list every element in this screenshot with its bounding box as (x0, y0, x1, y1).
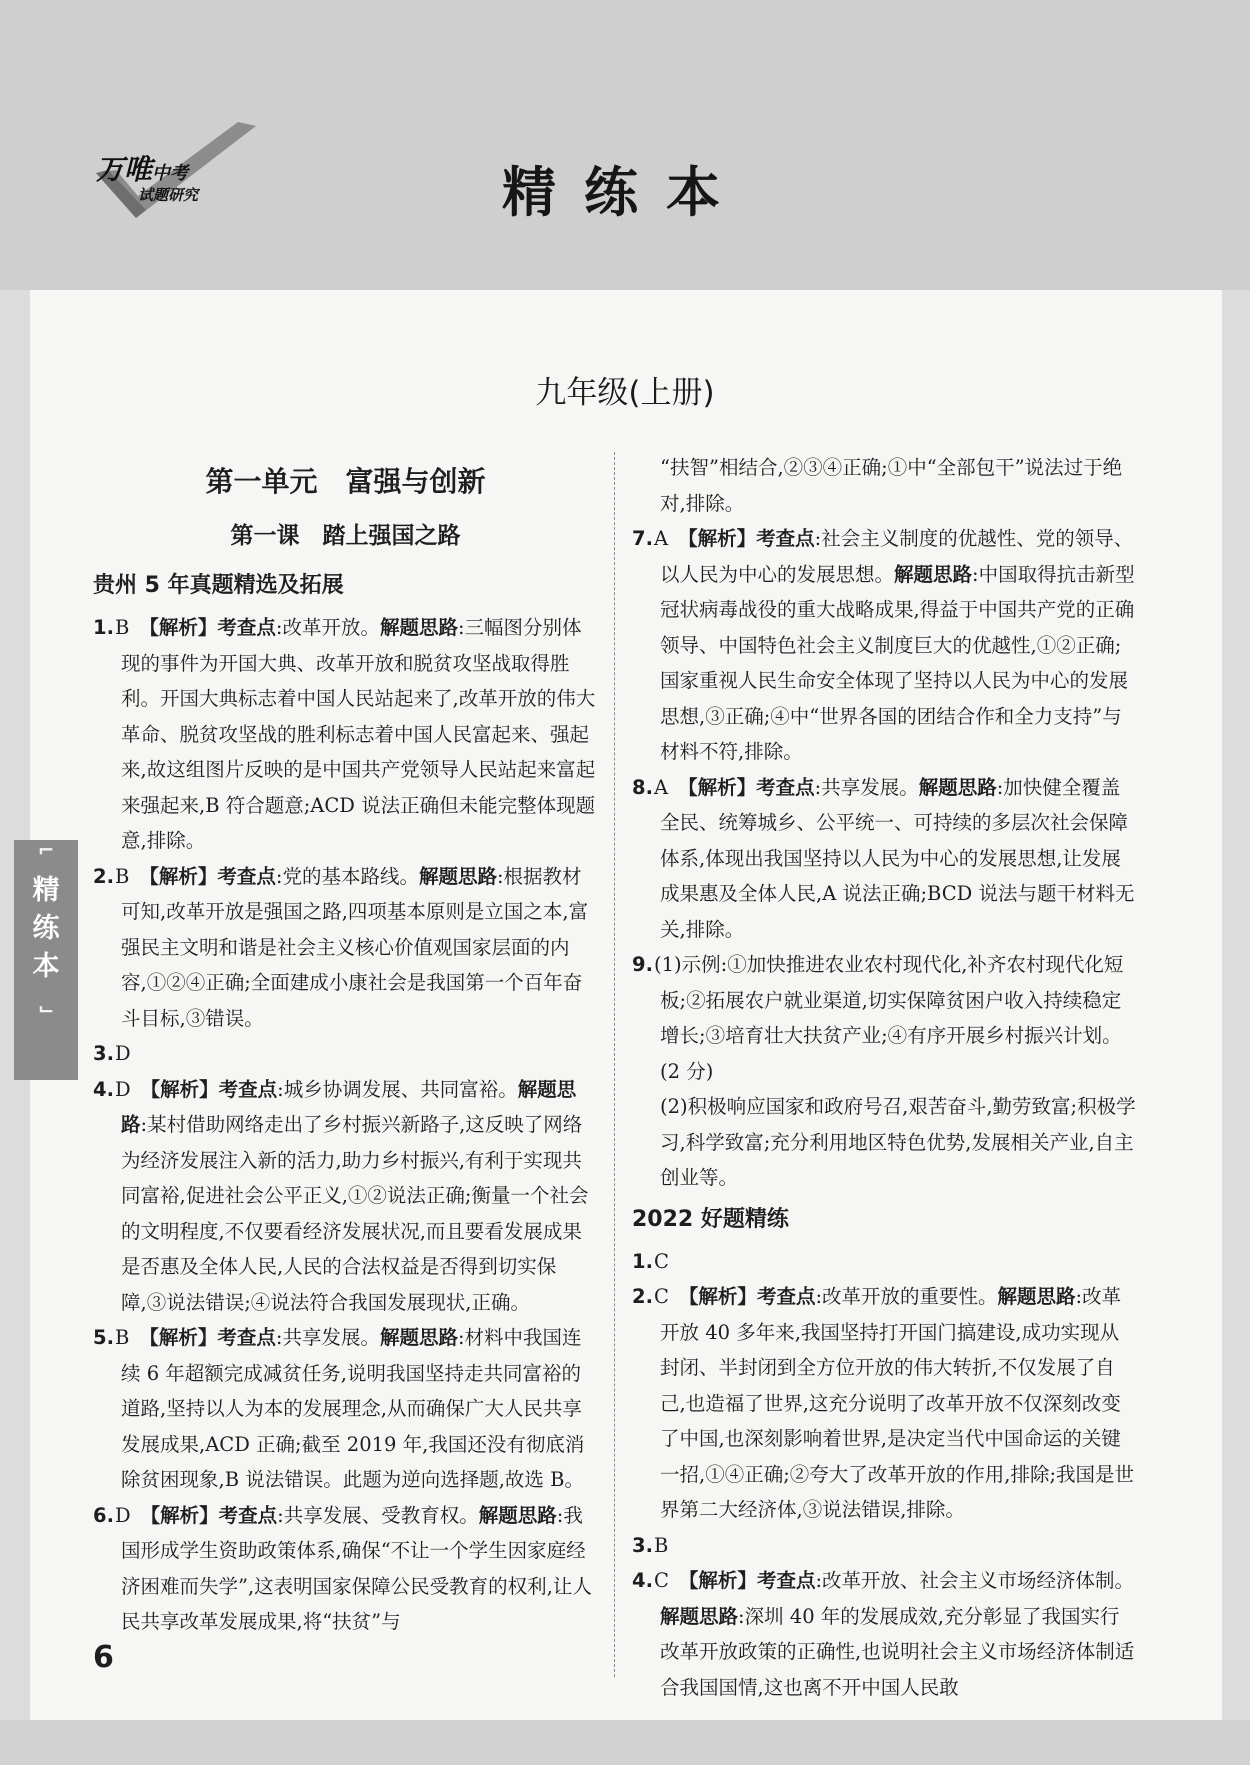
logo-brand: 万唯中考 (96, 153, 189, 186)
answer-item: 8.A 【解析】考查点:共享发展。解题思路:加快健全覆盖全民、统筹城乡、公平统一、可持续的多层次社会保障体系,体现出我国坚持以人民为中心的发展思想,让发展成果惠及全体人民,A 说法正确;BCD 说法与题干材料无关,排除。 (632, 775, 1135, 941)
answer-item: 5.B 【解析】考查点:共享发展。解题思路:材料中我国连续 6 年超额完成减贫任务,说明我国坚持走共同富裕的道路,坚持以人为本的发展理念,从而确保广大人民共享发展成果,ACD 正确;截至 2019 年,我国还没有彻底消除贫困现象,B 说法错误。此题为逆向选择题,故选 B。 (93, 1326, 585, 1491)
answer-item: 1.B 【解析】考查点:改革开放。解题思路:三幅图分别体现的事件为开国大典、改革开放和脱贫攻坚战取得胜利。开国大典标志着中国人民站起来了,改革开放的伟大革命、脱贫攻坚战的胜利标志着中国人民富起来、强起来,故这组图片反映的是中国共产党领导人民站起来富起来强起来,B 符合题意;ACD 说法正确但未能完整体现题意,排除。 (93, 616, 596, 852)
footer-band (0, 1720, 1250, 1765)
answer-item: 3.D (93, 1042, 131, 1065)
answer-item: 4.C 【解析】考查点:改革开放、社会主义市场经济体制。解题思路:深圳 40 年的发展成效,充分彰显了我国实行改革开放政策的正确性,也说明社会主义市场经济体制适合我国国情,这也离不开中国人民敢 (632, 1569, 1135, 1699)
answer-item: 2.C 【解析】考查点:改革开放的重要性。解题思路:改革开放 40 多年来,我国坚持打开国门搞建设,成功实现从封闭、半封闭到全方位开放的伟大转折,不仅发展了自己,也造福了世界,这充分说明了改革开放不仅深刻改变了中国,也深刻影响着世界,是决定当代中国命运的关键一招,①④正确;②夸大了改革开放的作用,排除;我国是世界第二大经济体,③说法错误,排除。 (632, 1285, 1135, 1521)
right-column (632, 450, 1137, 1705)
answer-item: 6.D 【解析】考查点:共享发展、受教育权。解题思路:我国形成学生资助政策体系,确保“不让一个学生因家庭经济困难而失学”,这表明国家保障公民受教育的权利,让人民共享改革发展成果,将“扶贫”与 (93, 1503, 592, 1633)
side-tab (14, 840, 78, 1080)
unit-title: 第一单元 富强与创新 (205, 465, 486, 498)
section-title: 2022 好题精练 (632, 1206, 789, 1232)
side-tab-text: 精 练 本 (32, 875, 60, 982)
answer-item: 3.B (632, 1533, 669, 1557)
bracket-bottom-icon: ⌙ (37, 996, 55, 1020)
answer-item: 4.D 【解析】考查点:城乡协调发展、共同富裕。解题思路:某村借助网络走出了乡村振兴新路子,这反映了网络为经济发展注入新的活力,助力乡村振兴,有利于实现共同富裕,促进社会公平正义,①②说法正确;衡量一个社会的文明程度,不仅要看经济发展状况,而且要看发展成果是否惠及全体人民,人民的合法权益是否得到切实保障,③说法错误;④说法符合我国发展现状,正确。 (93, 1077, 589, 1314)
left-column (93, 450, 598, 1640)
answer-subitem: (2)积极响应国家和政府号召,艰苦奋斗,勤劳致富;积极学习,科学致富;充分利用地区特色优势,发展相关产业,自主创业等。 (660, 1095, 1136, 1189)
lesson-title: 第一课 踏上强国之路 (230, 523, 461, 549)
continued-text: “扶智”相结合,②③④正确;①中“全部包干”说法过于绝对,排除。 (660, 456, 1123, 515)
answer-item: 2.B 【解析】考查点:党的基本路线。解题思路:根据教材可知,改革开放是强国之路,四项基本原则是立国之本,富强民主文明和谐是社会主义核心价值观国家层面的内容,①②④正确;全面建成小康社会是我国第一个百年奋斗目标,③错误。 (93, 864, 589, 1030)
logo-subtitle: 试题研究 (138, 186, 199, 204)
bracket-top-icon: ⌐ (37, 838, 55, 862)
answer-item: 7.A 【解析】考查点:社会主义制度的优越性、党的领导、以人民为中心的发展思想。解题思路:中国取得抗击新型冠状病毒战役的重大战略成果,得益于中国共产党的正确领导、中国特色社会主义制度巨大的优越性,①②正确;国家重视人民生命安全体现了坚持以人民为中心的发展思想,③正确;④中“世界各国的团结合作和全力支持”与材料不符,排除。 (632, 527, 1135, 763)
section-title: 贵州 5 年真题精选及拓展 (93, 573, 344, 598)
page-number: 6 (93, 1640, 114, 1675)
book-title: 精练本 (502, 161, 748, 224)
column-divider (614, 452, 615, 1677)
answer-item: 9.(1)示例:①加快推进农业农村现代化,补齐农村现代化短板;②拓展农户就业渠道,切实保障贫困户收入持续稳定增长;③培育壮大扶贫产业;④有序开展乡村振兴计划。(2 分) (632, 953, 1124, 1083)
answer-item: 1.C (632, 1249, 669, 1273)
grade-title: 九年级(上册) (535, 375, 715, 411)
